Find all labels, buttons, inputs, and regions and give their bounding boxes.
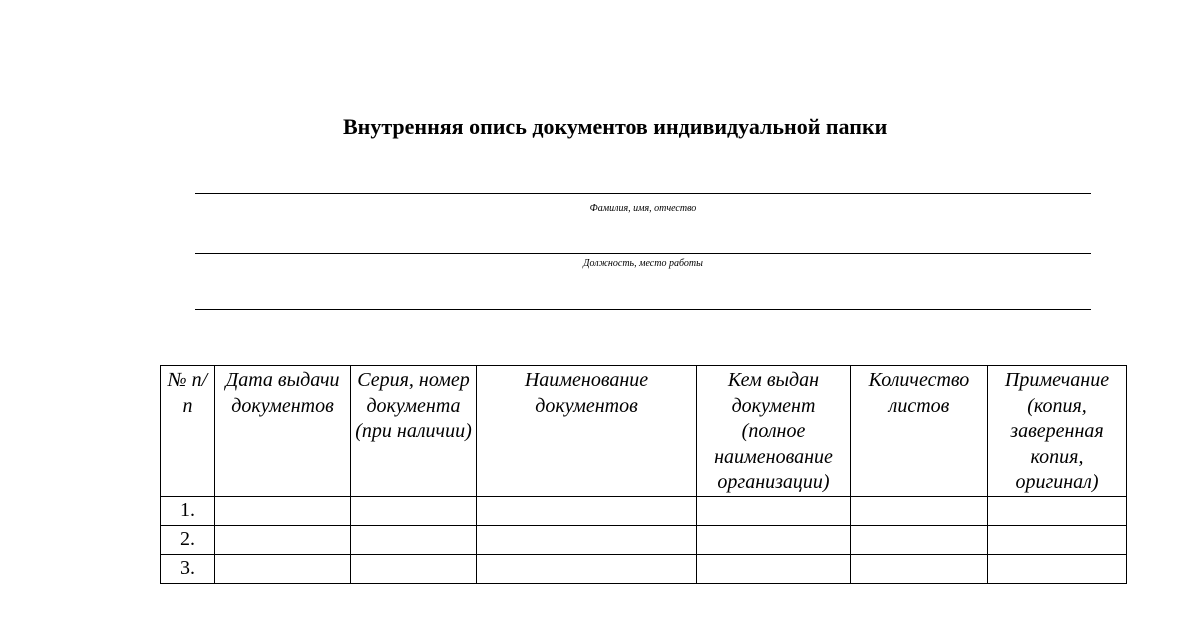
table-cell — [351, 496, 477, 525]
position-caption: Должность, место работы — [583, 258, 703, 269]
table-cell — [697, 554, 851, 583]
table-row — [161, 554, 1127, 583]
header-cell-number: № п/п — [161, 366, 215, 497]
table-cell — [988, 525, 1127, 554]
full-name-caption: Фамилия, имя, отчество — [589, 203, 697, 214]
header-cell-series: Серия, номер документа (при наличии) — [351, 366, 477, 497]
table-cell: 3. — [161, 554, 215, 583]
table-cell — [477, 554, 697, 583]
header-cell-note: Примечание (копия, заверенная копия, оригинал) — [988, 366, 1127, 497]
position-line — [195, 253, 1091, 254]
table-cell: 1. — [161, 496, 215, 525]
table-cell — [351, 525, 477, 554]
document-title: Внутренняя опись документов индивидуальной папки — [343, 114, 888, 139]
header-cell-date: Дата выдачи документов — [215, 366, 351, 497]
header-cell-issuer: Кем выдан документ (полное наименование организации) — [697, 366, 851, 497]
inventory-table — [160, 365, 1127, 584]
header-cell-name: Наименование документов — [477, 366, 697, 497]
table-cell — [988, 554, 1127, 583]
table-row — [161, 496, 1127, 525]
table-cell — [851, 554, 988, 583]
table-cell: 2. — [161, 525, 215, 554]
table-header-row — [161, 366, 1127, 497]
table-cell — [697, 496, 851, 525]
table-cell — [477, 525, 697, 554]
table-cell — [351, 554, 477, 583]
header-cell-sheets: Количество листов — [851, 366, 988, 497]
full-name-line — [195, 193, 1091, 194]
table-cell — [215, 554, 351, 583]
table-row — [161, 525, 1127, 554]
table-cell — [215, 525, 351, 554]
extra-line — [195, 309, 1091, 310]
table-cell — [988, 496, 1127, 525]
table-cell — [851, 525, 988, 554]
table-cell — [697, 525, 851, 554]
table-cell — [851, 496, 988, 525]
table-cell — [215, 496, 351, 525]
table-cell — [477, 496, 697, 525]
